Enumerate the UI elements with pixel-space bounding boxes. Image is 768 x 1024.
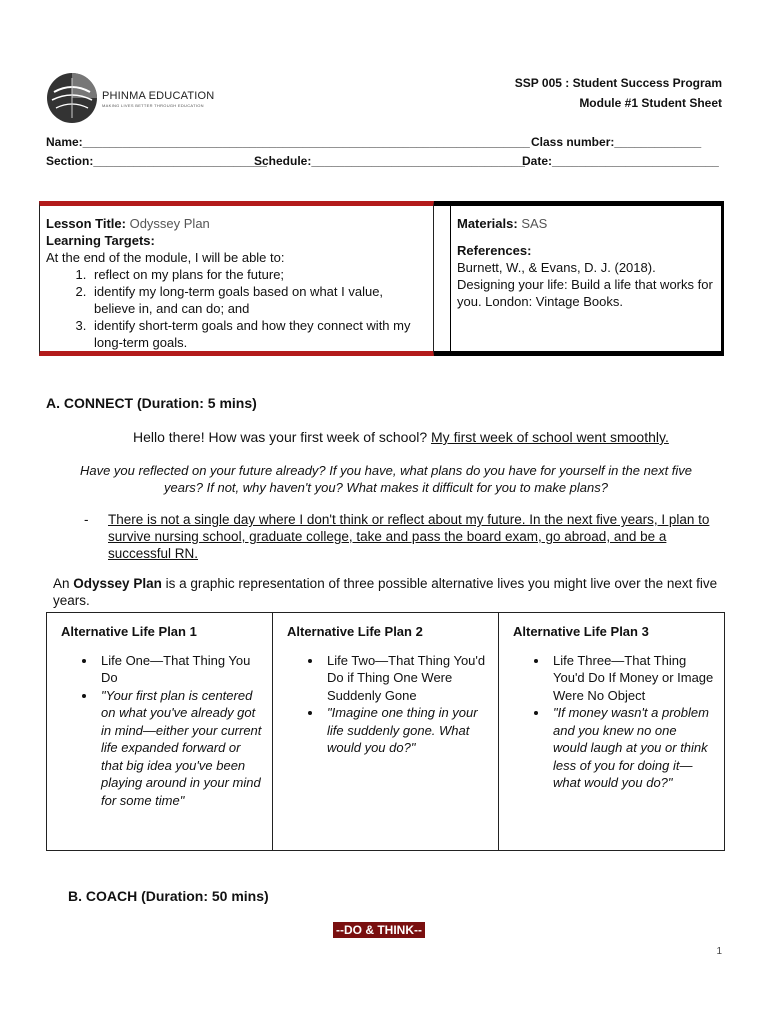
logo-tagline: MAKING LIVES BETTER THROUGH EDUCATION xyxy=(102,103,204,108)
lesson-title-label: Lesson Title: xyxy=(46,216,126,231)
plan-item: • Life Three—That Thing You'd Do If Money or Image Were No Object xyxy=(549,652,714,705)
future-answer: There is not a single day where I don't think or reflect about my future. In the next five years, I plan to survive nursing school, graduate college, take and pass the board exam, go abroad, and be a successful RN. xyxy=(108,512,710,561)
plan-item: • Life One—That Thing You Do xyxy=(97,652,262,687)
odyssey-pre: An xyxy=(53,576,70,591)
learning-targets-label: Learning Targets: xyxy=(46,233,155,248)
materials-box xyxy=(450,201,724,356)
do-think-banner: --DO & THINK-- xyxy=(333,922,425,938)
targets-list xyxy=(46,266,427,351)
target-item: 1. reflect on my plans for the future; xyxy=(90,266,427,283)
page-number: 1 xyxy=(716,946,722,957)
odyssey-definition xyxy=(53,575,723,609)
course-title: SSP 005 : Student Success Program xyxy=(514,76,722,90)
plan-cell-2 xyxy=(273,613,499,851)
plan-cell-1 xyxy=(47,613,273,851)
greeting-answer: My first week of school went smoothly. xyxy=(431,429,669,445)
targets-intro: At the end of the module, I will be able to: xyxy=(46,250,285,265)
answer-bullet: - xyxy=(84,512,89,527)
greeting-question: Hello there! How was your first week of school? xyxy=(133,429,428,445)
phinma-globe-icon xyxy=(46,72,98,124)
references-label: References: xyxy=(457,243,532,258)
target-item: 3. identify short-term goals and how they connect with my long-term goals. xyxy=(90,317,427,351)
question-line-1: Have you reflected on your future already? If you have, what plans do you have for yourself in the next five xyxy=(79,463,693,478)
date-field[interactable]: Date:_________________________ xyxy=(522,154,719,168)
section-field[interactable]: Section:__________________________ xyxy=(46,154,267,168)
class-number-field[interactable]: Class number:_____________ xyxy=(531,135,702,149)
plan-heading: Alternative Life Plan 1 xyxy=(61,624,197,639)
plan-quote: • "Imagine one thing in your life suddenly gone. What would you do?" xyxy=(323,704,488,757)
odyssey-post: is a graphic representation of three possible alternative lives you might live over the next five years. xyxy=(53,576,718,608)
reference-text: Burnett, W., & Evans, D. J. (2018). Designing your life: Build a life that works for you. London: Vintage Books. xyxy=(457,260,713,309)
odyssey-term: Odyssey Plan xyxy=(73,576,162,591)
plan-heading: Alternative Life Plan 2 xyxy=(287,624,423,639)
target-item: 2. identify my long-term goals based on what I value, believe in, and can do; and xyxy=(90,283,427,317)
plan-heading: Alternative Life Plan 3 xyxy=(513,624,649,639)
schedule-field[interactable]: Schedule:________________________________ xyxy=(254,154,525,168)
materials-value: SAS xyxy=(521,216,548,231)
alternative-plans-table xyxy=(46,612,725,851)
plan-cell-3 xyxy=(499,613,725,851)
module-title: Module #1 Student Sheet xyxy=(579,96,722,110)
plan-item: • Life Two—That Thing You'd Do if Thing One Were Suddenly Gone xyxy=(323,652,488,705)
materials-label: Materials: xyxy=(457,216,518,231)
plan-quote: • "Your first plan is centered on what you've already got in mind—either your current life expanded forward or that big idea you've been playing around in your mind for some time" xyxy=(97,687,262,810)
coach-heading: B. COACH (Duration: 50 mins) xyxy=(68,888,269,904)
name-field[interactable]: Name:___________________________________________________________________ xyxy=(46,135,530,149)
plan-quote: • "If money wasn't a problem and you knew no one would laugh at you or think less of you for doing it—what would you do?" xyxy=(549,704,714,792)
logo-name: PHINMA EDUCATION xyxy=(102,90,215,102)
lesson-box xyxy=(39,201,434,356)
question-line-2: years? If not, why haven't you? What makes it difficult for you to make plans? xyxy=(164,480,608,495)
box-separator xyxy=(434,201,450,356)
lesson-title-value: Odyssey Plan xyxy=(129,216,210,231)
connect-heading: A. CONNECT (Duration: 5 mins) xyxy=(46,395,257,411)
